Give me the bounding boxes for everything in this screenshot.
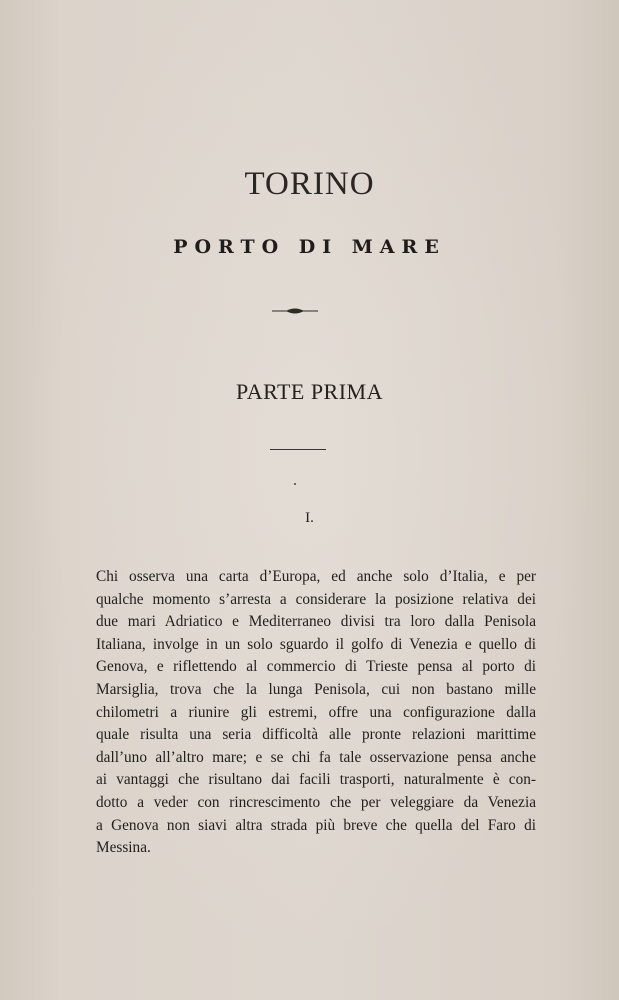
paragraph-line: due mari Adriatico e Mediterraneo divisi tra loro dalla Penisola [96,613,536,631]
body-paragraph [96,566,536,860]
paragraph-line: Marsiglia, trova che la lunga Penisola, cui non bastano mille [96,680,536,698]
paragraph-line: Messina. [96,839,151,857]
paragraph-line: Chi osserva una carta d’Europa, ed anche solo d’Italia, e per [96,568,536,585]
paragraph-line: a Genova non siavi altra strada più breve che quella del Faro di [96,816,536,834]
ornament-divider-icon [272,305,318,317]
part-title: PARTE PRIMA [235,379,384,404]
section-number: I. [305,510,314,526]
paragraph-line: quale risulta una seria difficoltà alle pronte relazioni marittime [96,726,536,744]
paragraph-line: ai vantaggi che risultano dai facili trasporti, naturalmente è con- [96,771,536,789]
paragraph-line: Genova, e riflettendo al commercio di Trieste pensa al porto di [96,658,536,676]
paragraph-line: dotto a veder con rincrescimento che per veleggiare da Venezia [96,793,536,811]
paragraph-line: qualche momento s’arresta a considerare la posizione relativa dei [96,590,536,608]
book-title: TORINO [244,166,375,202]
book-subtitle: PORTO DI MARE [173,236,446,258]
paragraph-line: dall’uno all’altro mare; e se chi fa tale osservazione pensa anche [96,748,536,766]
decorative-dot [294,483,296,485]
paragraph-line: Italiana, involge in un solo sguardo il golfo di Venezia e quello di [96,635,536,653]
section-rule [270,449,326,450]
paragraph-line: chilometri a riunire gli estremi, offre una configurazione dalla [96,703,536,721]
